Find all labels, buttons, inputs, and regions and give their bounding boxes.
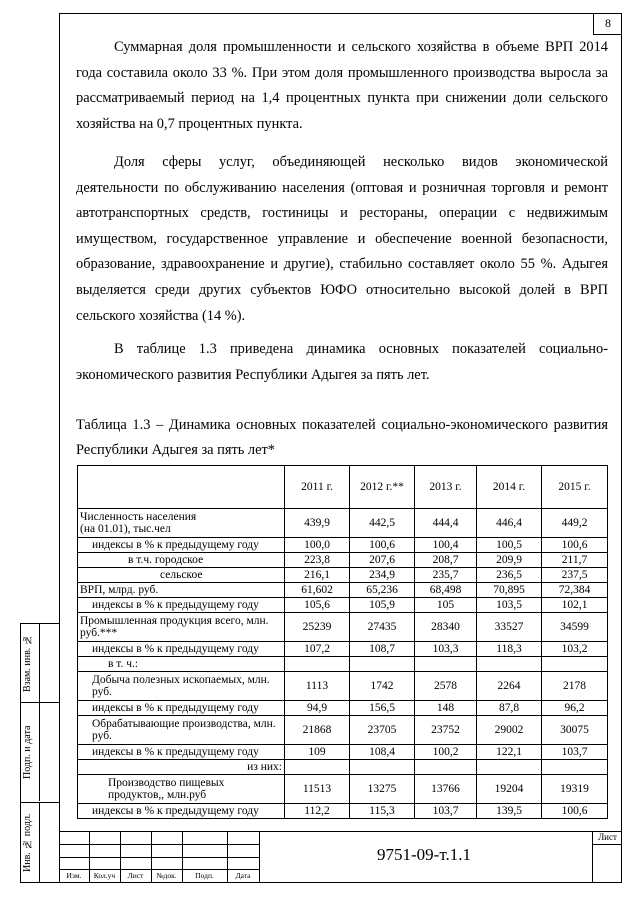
- title-block: [59, 831, 622, 883]
- cell: 2264: [477, 672, 542, 701]
- row-label: Добыча полезных ископаемых, млн. руб.: [78, 672, 285, 701]
- row-label: в т. ч.:: [78, 657, 285, 672]
- stamp-data: Дата: [235, 871, 251, 880]
- cell: 139,5: [477, 804, 542, 819]
- year-header: 2012 г.**: [350, 466, 415, 509]
- cell: 148: [415, 701, 477, 716]
- table-caption: Таблица 1.3 – Динамика основных показателей социально-экономического развития Республики Адыгея за пять лет*: [76, 417, 608, 458]
- cell: 1113: [285, 672, 350, 701]
- cell: 33527: [477, 613, 542, 642]
- cell: 105,9: [350, 598, 415, 613]
- cell: 96,2: [542, 701, 608, 716]
- table-row: [78, 745, 608, 760]
- cell: 223,8: [285, 553, 350, 568]
- table-row: [78, 583, 608, 598]
- cell: 103,7: [415, 804, 477, 819]
- cell: 21868: [285, 716, 350, 745]
- table-row: [78, 553, 608, 568]
- cell: 13275: [350, 775, 415, 804]
- cell: 109: [285, 745, 350, 760]
- cell: 112,2: [285, 804, 350, 819]
- cell: 442,5: [350, 509, 415, 538]
- cell: 237,5: [542, 568, 608, 583]
- cell: 102,1: [542, 598, 608, 613]
- cell: 23705: [350, 716, 415, 745]
- cell: 216,1: [285, 568, 350, 583]
- cell: 19319: [542, 775, 608, 804]
- cell: 100,2: [415, 745, 477, 760]
- table-row: [78, 509, 608, 538]
- cell: 70,895: [477, 583, 542, 598]
- cell: [477, 657, 542, 672]
- cell: [542, 657, 608, 672]
- cell: 156,5: [350, 701, 415, 716]
- strip-vzam-inv: [21, 624, 59, 702]
- cell: 100,0: [285, 538, 350, 553]
- row-label: Численность населения (на 01.01), тыс.чел: [78, 509, 285, 538]
- cell: 444,4: [415, 509, 477, 538]
- cell: 65,236: [350, 583, 415, 598]
- cell: 13766: [415, 775, 477, 804]
- year-header: 2013 г.: [415, 466, 477, 509]
- cell: [415, 760, 477, 775]
- cell: 122,1: [477, 745, 542, 760]
- cell: [350, 760, 415, 775]
- year-header: 2011 г.: [285, 466, 350, 509]
- table-row: [78, 657, 608, 672]
- stamp-ndok: №док.: [156, 871, 177, 880]
- cell: 105,6: [285, 598, 350, 613]
- table-row: [78, 804, 608, 819]
- cell: 23752: [415, 716, 477, 745]
- cell: 34599: [542, 613, 608, 642]
- cell: 2578: [415, 672, 477, 701]
- paragraph-1: Суммарная доля промышленности и сельского хозяйства в объеме ВРП 2014 года составила около 33 %. При этом доля промышленного производства выросла за рассматриваемый период на 1,4 процентных пункта при снижении доли сельского хозяйства на 0,7 процентных пункта.: [76, 39, 608, 132]
- cell: 236,5: [477, 568, 542, 583]
- cell: 103,3: [415, 642, 477, 657]
- row-label: индексы в % к предыдущему году: [78, 701, 285, 716]
- cell: 208,7: [415, 553, 477, 568]
- cell: 100,6: [542, 804, 608, 819]
- cell: 30075: [542, 716, 608, 745]
- cell: [350, 657, 415, 672]
- cell: 211,7: [542, 553, 608, 568]
- year-header: 2014 г.: [477, 466, 542, 509]
- table-row: [78, 672, 608, 701]
- stamp-list: Лист: [127, 871, 144, 880]
- cell: [542, 760, 608, 775]
- cell: [477, 760, 542, 775]
- cell: 100,6: [542, 538, 608, 553]
- row-label: из них:: [78, 760, 285, 775]
- row-label: сельское: [78, 568, 285, 583]
- cell: 25239: [285, 613, 350, 642]
- table-row: [78, 716, 608, 745]
- cell: 2178: [542, 672, 608, 701]
- cell: 27435: [350, 613, 415, 642]
- cell: [285, 760, 350, 775]
- cell: 68,498: [415, 583, 477, 598]
- cell: 87,8: [477, 701, 542, 716]
- cell: 72,384: [542, 583, 608, 598]
- cell: 94,9: [285, 701, 350, 716]
- cell: 19204: [477, 775, 542, 804]
- cell: 1742: [350, 672, 415, 701]
- cell: 100,5: [477, 538, 542, 553]
- cell: 207,6: [350, 553, 415, 568]
- cell: 28340: [415, 613, 477, 642]
- year-header: 2015 г.: [542, 466, 608, 509]
- indicators-table: [77, 465, 608, 819]
- sheet-label: Лист: [598, 832, 617, 842]
- cell: 439,9: [285, 509, 350, 538]
- cell: 11513: [285, 775, 350, 804]
- row-label: индексы в % к предыдущему году: [78, 538, 285, 553]
- cell: 100,6: [350, 538, 415, 553]
- cell: 108,4: [350, 745, 415, 760]
- table-row: [78, 613, 608, 642]
- page-number: 8: [593, 13, 622, 35]
- cell: 103,5: [477, 598, 542, 613]
- cell: 108,7: [350, 642, 415, 657]
- cell: 449,2: [542, 509, 608, 538]
- cell: 235,7: [415, 568, 477, 583]
- table-header-row: [78, 466, 608, 509]
- cell: 234,9: [350, 568, 415, 583]
- cell: 103,2: [542, 642, 608, 657]
- row-label: Производство пищевых продуктов,, млн.руб: [78, 775, 285, 804]
- row-label: индексы в % к предыдущему году: [78, 642, 285, 657]
- table-row: [78, 598, 608, 613]
- table-row: [78, 701, 608, 716]
- table-header-empty: [78, 466, 285, 509]
- row-label: индексы в % к предыдущему году: [78, 598, 285, 613]
- cell: 118,3: [477, 642, 542, 657]
- stamp-kol-uch: Кол.уч: [93, 871, 116, 880]
- cell: 105: [415, 598, 477, 613]
- row-label: ВРП, млрд. руб.: [78, 583, 285, 598]
- row-label: в т.ч. городское: [78, 553, 285, 568]
- row-label: Обрабатывающие производства, млн. руб.: [78, 716, 285, 745]
- cell: 115,3: [350, 804, 415, 819]
- cell: 209,9: [477, 553, 542, 568]
- strip-podp-data-label: Подп. и дата: [22, 725, 33, 779]
- table-row: [78, 775, 608, 804]
- document-code: 9751-09-т.1.1: [377, 845, 471, 864]
- strip-vzam-inv-label: Взам. инв. №: [22, 634, 33, 692]
- cell: 100,4: [415, 538, 477, 553]
- row-label: Промышленная продукция всего, млн. руб.***: [78, 613, 285, 642]
- strip-inv-podl: [21, 803, 59, 883]
- table-row: [78, 760, 608, 775]
- cell: 61,602: [285, 583, 350, 598]
- paragraph-3: В таблице 1.3 приведена динамика основных показателей социально-экономического развития Республики Адыгея за пять лет.: [76, 341, 608, 383]
- cell: [285, 657, 350, 672]
- stamp-izm: Изм.: [66, 871, 82, 880]
- strip-inv-podl-label: Инв. № подл.: [22, 813, 33, 873]
- row-label: индексы в % к предыдущему году: [78, 745, 285, 760]
- cell: [415, 657, 477, 672]
- strip-podp-data: [21, 703, 59, 801]
- cell: 446,4: [477, 509, 542, 538]
- row-label: индексы в % к предыдущему году: [78, 804, 285, 819]
- cell: 103,7: [542, 745, 608, 760]
- paragraph-2: Доля сферы услуг, объединяющей несколько видов экономической деятельности по обслуживанию населения (оптовая и розничная торговля и ремонт автотранспортных средств, гостиницы и рестораны, операции с недвижимым имуществом, государственное управление и обеспечение военной безопасности, образование, здравоохранение и другие), стабильно составляет около 55 %. Адыгея выделяется среди других субъектов ЮФО относительно высокой долей в ВРП сельского хозяйства (14 %).: [76, 154, 608, 324]
- table-row: [78, 538, 608, 553]
- side-stamp-strip: [20, 623, 59, 883]
- stamp-podp: Подп.: [195, 871, 214, 880]
- cell: 107,2: [285, 642, 350, 657]
- table-row: [78, 642, 608, 657]
- cell: 29002: [477, 716, 542, 745]
- table-row: [78, 568, 608, 583]
